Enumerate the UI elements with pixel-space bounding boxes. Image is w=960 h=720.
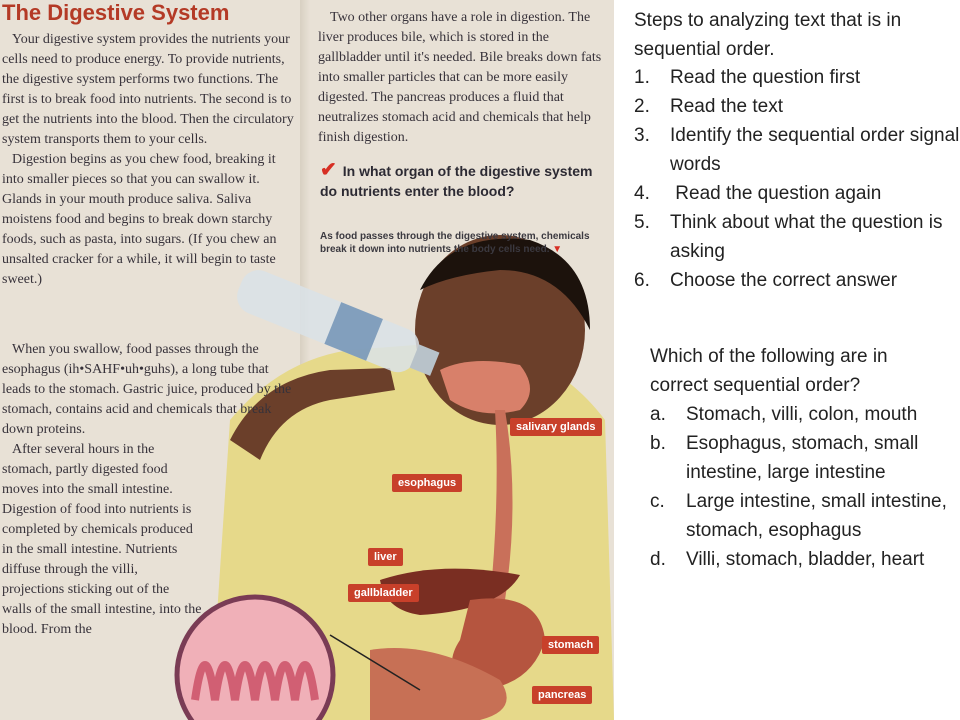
- answer-option-b[interactable]: b. Esophagus, stomach, small intestine, large intestine: [650, 433, 919, 483]
- textbook-paragraph: When you swallow, food passes through the esophagus (ih•SAHF•uh•guhs), a long tube that leads to the stomach. Gastric juice, produced by the stomach, contains acid and chemicals that break down proteins.: [2, 342, 292, 437]
- textbook-paragraph: After several hours in the stomach, partly digested food moves into the small intestine. Digestion of food into nutrients is completed by chemicals produced in the small intestine. Nutrients diffuse through the villi, projections sticking out of the walls of the small intestine, into the blood. From the: [2, 442, 202, 637]
- list-item: 2. Read the text: [634, 96, 784, 117]
- label-gallbladder: gallbladder: [348, 584, 419, 602]
- answer-option-a[interactable]: a. Stomach, villi, colon, mouth: [650, 404, 918, 425]
- label-pancreas: pancreas: [532, 686, 592, 704]
- label-esophagus: esophagus: [392, 474, 462, 492]
- list-item: 5. Think about what the question is asking: [634, 212, 943, 262]
- steps-list: [634, 63, 960, 295]
- answer-option-c[interactable]: c. Large intestine, small intestine, stomach, esophagus: [650, 491, 947, 541]
- check-question: ✔ In what organ of the digestive system do nutrients enter the blood?: [320, 159, 593, 199]
- answer-options: [650, 400, 950, 574]
- label-stomach: stomach: [542, 636, 599, 654]
- textbook-column-2: [318, 8, 604, 148]
- textbook-paragraph: Two other organs have a role in digestion. The liver produces bile, which is stored in the gallbladder until it's needed. Bile breaks down fats into smaller particles that can be more easily digested. The pancreas produces a fluid that neutralizes stomach acid and chemicals that help finish digestion.: [318, 10, 602, 145]
- answer-option-d[interactable]: d. Villi, stomach, bladder, heart: [650, 549, 925, 570]
- list-item: 1. Read the question first: [634, 67, 861, 88]
- label-liver: liver: [368, 548, 403, 566]
- instruction-panel: [614, 0, 960, 720]
- checkmark-icon: ✔: [320, 159, 337, 181]
- textbook-paragraph: Digestion begins as you chew food, breaking it into smaller pieces so that you can swallow it. Glands in your mouth produce saliva. Saliva moistens food and begins to break down starchy foods, such as pasta, into sugars. (If you chew an unsalted cracker for a while, it will begin to taste sweet.): [2, 152, 277, 287]
- question-text: Which of the following are in correct sequential order?: [650, 346, 888, 396]
- list-item: 3. Identify the sequential order signal words: [634, 125, 960, 175]
- steps-title: Steps to analyzing text that is in sequential order.: [634, 10, 902, 60]
- figure-caption: As food passes through the digestive system, chemicals break it down into nutrients the body cells need. ▼: [320, 231, 590, 255]
- textbook-column-1-lower: [2, 340, 297, 640]
- triangle-down-icon: ▼: [552, 244, 563, 255]
- textbook-paragraph: Your digestive system provides the nutrients your cells need to produce energy. To provide nutrients, the digestive system performs two functions. The first is to break food into nutrients. The second is to get the nutrients into the blood. Then the circulatory system transports them to your cells.: [2, 32, 294, 147]
- label-salivary-glands: salivary glands: [510, 418, 602, 436]
- list-item: 6. Choose the correct answer: [634, 270, 898, 291]
- list-item: 4. Read the question again: [634, 183, 882, 204]
- textbook-heading: The Digestive System: [2, 0, 230, 25]
